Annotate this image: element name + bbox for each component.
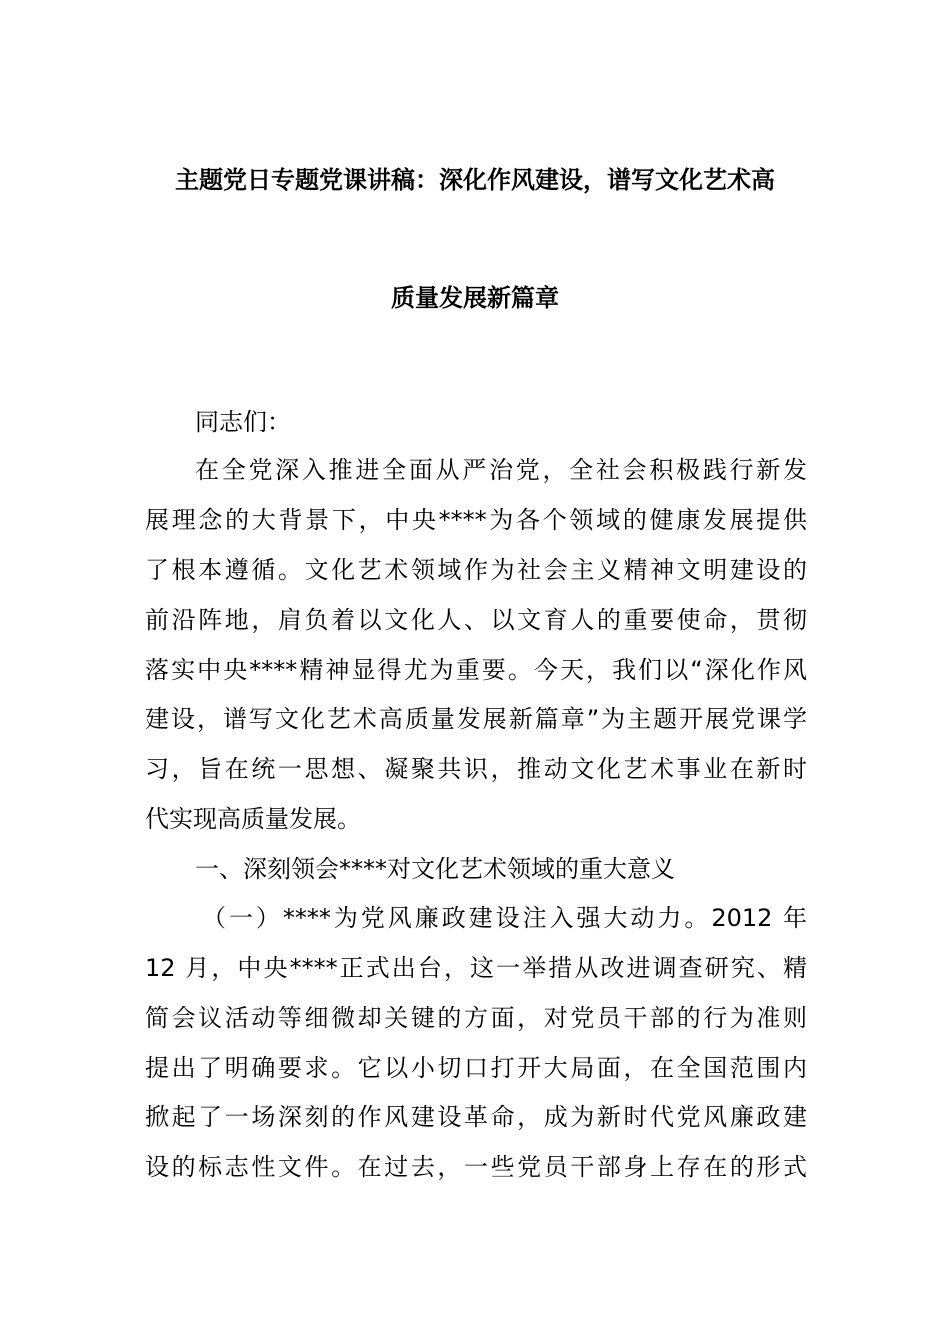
paragraph-line: 设的标志性文件。在过去，一些党员干部身上存在的形式 (145, 1153, 807, 1181)
section-heading: 一、深刻领会****对文化艺术领域的重大意义 (195, 855, 675, 883)
document-title-line-2: 质量发展新篇章 (391, 284, 559, 312)
paragraph-line: 前沿阵地，肩负着以文化人、以文育人的重要使命，贯彻 (145, 606, 807, 634)
paragraph-line: （一）****为党风廉政建设注入强大动力。2012 年 (202, 904, 807, 932)
paragraph-line: 简会议活动等细微却关键的方面，对党员干部的行为准则 (145, 1004, 807, 1032)
paragraph-line: 12 月，中央****正式出台，这一举措从改进调查研究、精 (145, 954, 807, 982)
paragraph-line: 掀起了一场深刻的作风建设革命，成为新时代党风廉政建 (145, 1103, 807, 1131)
paragraph-line: 习，旨在统一思想、凝聚共识，推动文化艺术事业在新时 (145, 755, 807, 783)
paragraph-line: 在全党深入推进全面从严治党，全社会积极践行新发 (195, 456, 807, 484)
paragraph-line: 展理念的大背景下，中央****为各个领域的健康发展提供 (145, 506, 807, 534)
document-title-line-1: 主题党日专题党课讲稿：深化作风建设，谱写文化艺术高 (175, 166, 775, 194)
paragraph-line: 提出了明确要求。它以小切口打开大局面，在全国范围内 (145, 1054, 807, 1082)
paragraph-line: 落实中央****精神显得尤为重要。今天，我们以“深化作风 (145, 656, 807, 684)
paragraph-line: 代实现高质量发展。 (145, 805, 361, 833)
salutation: 同志们： (195, 408, 291, 436)
paragraph-line: 建设，谱写文化艺术高质量发展新篇章”为主题开展党课学 (145, 705, 807, 733)
paragraph-line: 了根本遵循。文化艺术领域作为社会主义精神文明建设的 (145, 556, 807, 584)
